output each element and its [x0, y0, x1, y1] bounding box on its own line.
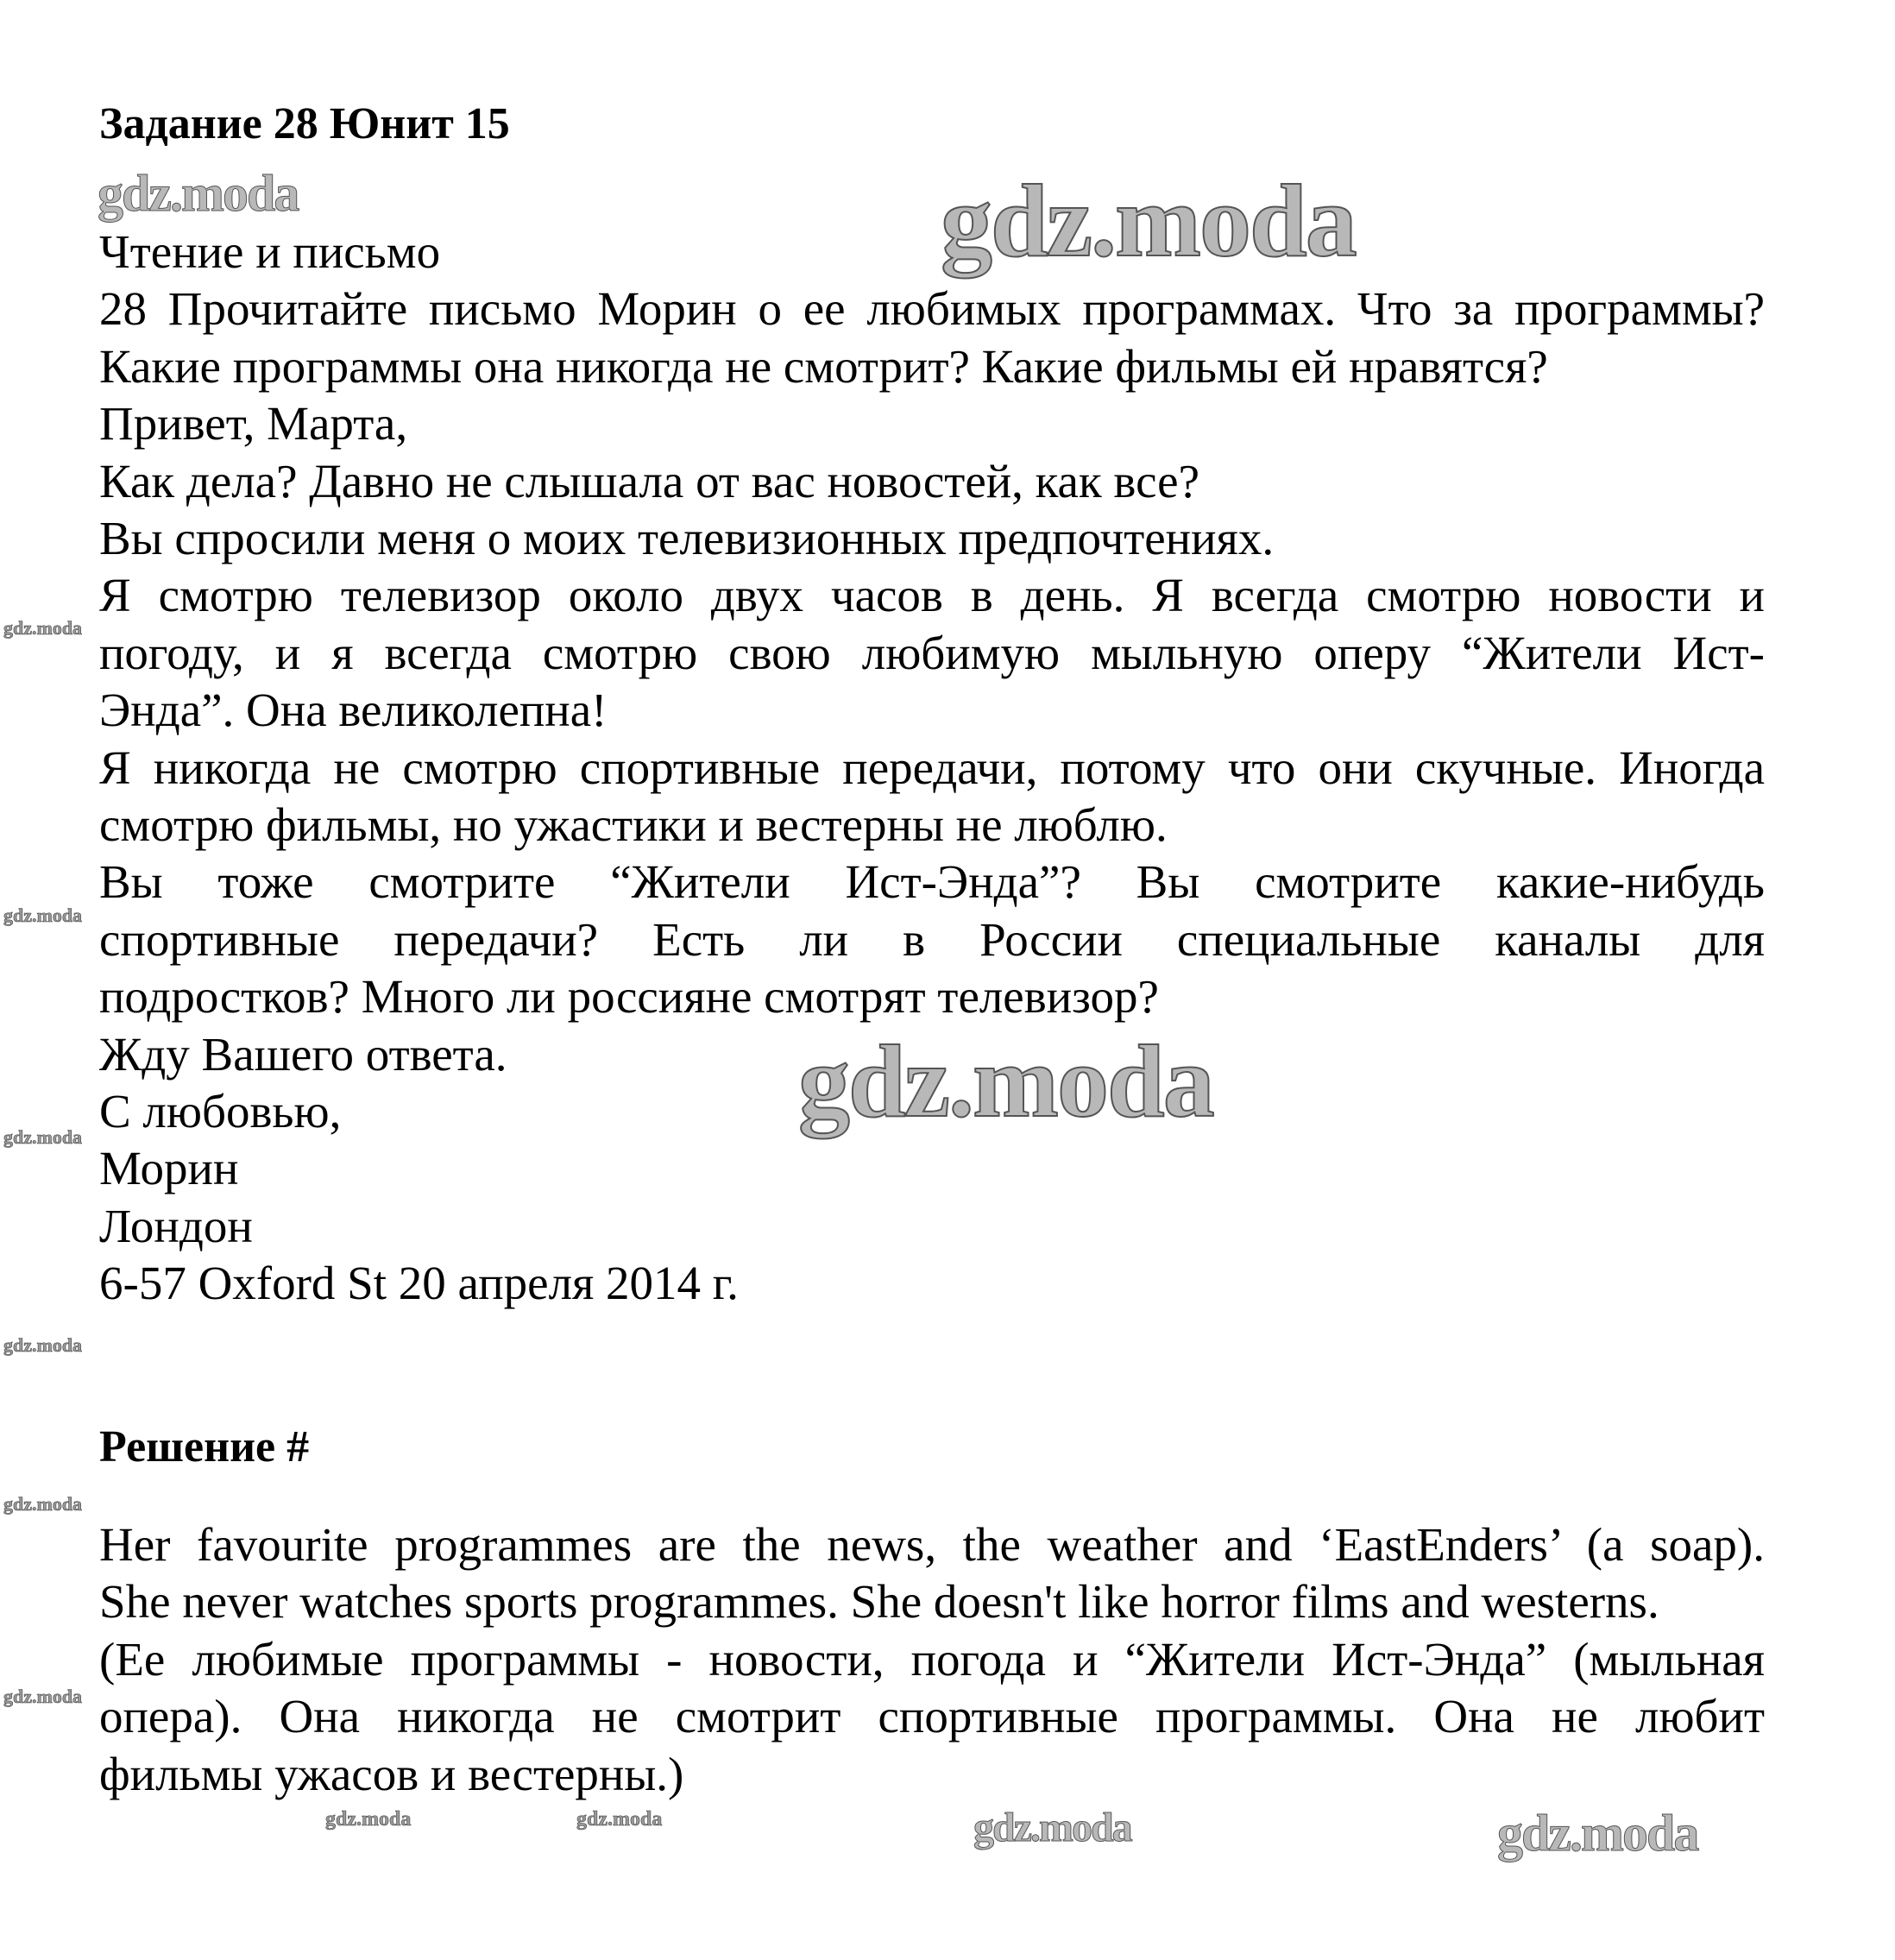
- text-line: Какие программы она никогда не смотрит? Какие фильмы ей нравятся?: [99, 339, 1548, 393]
- text-line: Я смотрю телевизор около двух часов в день. Я всегда смотрю новости и: [99, 569, 1765, 622]
- text-line: Энда”. Она великолепна!: [99, 684, 608, 737]
- text-line: Жду Вашего ответа.: [99, 1027, 507, 1081]
- text-line: Чтение и письмо: [99, 225, 441, 278]
- watermark-logo: gdz.moda: [576, 1808, 663, 1831]
- text-line: Привет, Марта,: [99, 397, 408, 451]
- text-line: Лондон: [99, 1199, 253, 1252]
- text-line: Вы спросили меня о моих телевизионных предпочтениях.: [99, 512, 1275, 564]
- watermark-logo: gdz.moda: [798, 1024, 1213, 1138]
- text-line: Вы тоже смотрите “Жители Ист-Энда”? Вы смотрите какие-нибудь: [99, 855, 1765, 909]
- watermark-logo: gdz.moda: [3, 1334, 83, 1356]
- watermark-logo: gdz.moda: [98, 165, 299, 222]
- watermark-logo: gdz.moda: [941, 163, 1356, 278]
- text-line: погоду, и я всегда смотрю свою любимую мыльную оперу “Жители Ист-: [99, 626, 1765, 679]
- text-line: Her favourite programmes are the news, the weather and ‘EastEnders’ (a soap).: [99, 1518, 1765, 1571]
- watermark-logo: gdz.moda: [3, 904, 83, 926]
- watermark-logo: gdz.moda: [3, 1686, 83, 1707]
- text-line: 6-57 Oxford St 20 апреля 2014 г.: [99, 1257, 739, 1310]
- text-line: опера). Она никогда не смотрит спортивные программы. Она не любит: [99, 1690, 1765, 1743]
- text-line: She never watches sports programmes. She doesn't like horror films and westerns.: [99, 1575, 1659, 1629]
- text-line: Морин: [99, 1142, 239, 1195]
- solution-heading: Решение #: [99, 1422, 310, 1472]
- watermark-logo: gdz.moda: [3, 1493, 83, 1515]
- text-line: (Ее любимые программы - новости, погода и “Жители Ист-Энда” (мыльная: [99, 1632, 1765, 1686]
- text-line: Я никогда не смотрю спортивные передачи, потому что они скучные. Иногда: [99, 741, 1765, 794]
- text-line: Как дела? Давно не слышала от вас новостей, как все?: [99, 454, 1199, 507]
- text-line: фильмы ужасов и вестерны.): [99, 1747, 684, 1800]
- watermark-logo: gdz.moda: [3, 1126, 83, 1148]
- watermark-logo: gdz.moda: [973, 1805, 1131, 1850]
- watermark-logo: gdz.moda: [325, 1808, 412, 1831]
- text-line: спортивные передачи? Есть ли в России специальные каналы для: [99, 912, 1765, 966]
- watermark-logo: gdz.moda: [3, 617, 83, 639]
- watermark-logo: gdz.moda: [1497, 1805, 1698, 1862]
- text-line: С любовью,: [99, 1085, 342, 1138]
- text-line: 28 Прочитайте письмо Морин о ее любимых программах. Что за программы?: [99, 282, 1765, 336]
- page-title: Задание 28 Юнит 15: [99, 99, 510, 148]
- text-line: подростков? Много ли россияне смотрят телевизор?: [99, 970, 1159, 1024]
- text-line: смотрю фильмы, но ужастики и вестерны не люблю.: [99, 798, 1168, 851]
